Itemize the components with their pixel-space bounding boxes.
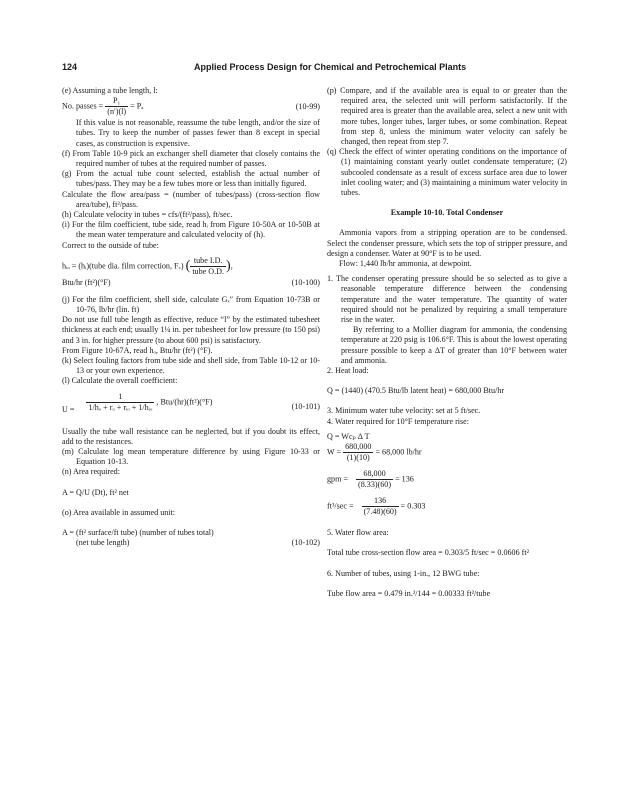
- equation-10-99: No. passes = $\frac{\text{P₁}}{(n')(l)}$ = Pₐ (10-99): [62, 96, 320, 117]
- step-h: (h) Calculate velocity in tubes = cfs/(ft²/pass), ft/sec.: [62, 210, 233, 220]
- right-column: [327, 86, 567, 599]
- heat-load-equation: Q = (1440) (470.5 Btu/lb latent heat) = 680,000 Btu/hr: [327, 386, 505, 396]
- step-k: (k) Select fouling factors from tube side and shell side, from Table 10-12 or 10-13 or your own experience.: [62, 356, 320, 376]
- example-intro: Ammonia vapors from a stripping operation are to be condensed. Select the condenser pressure, which sets the top of stripper pressure, and design a condenser. Water at 90°F is to be used.: [327, 228, 567, 258]
- cfs-equation: ft³/sec = $\frac{136}{(7.48)(60)}$ = 0.303: [327, 496, 426, 517]
- book-title: Applied Process Design for Chemical and Petrochemical Plants: [194, 62, 467, 72]
- step-1: 1. The condenser operating pressure should be so selected as to give a reasonable temperature difference between the condensing temperature and the water temperature. The quantity of water required should not be penalized by requiring a small temperature rise in the water.: [327, 274, 567, 325]
- gpm-equation: gpm = $\frac{68,000}{(8.33)(60)}$ = 136: [327, 469, 414, 490]
- step-j: (j) For the film coefficient, shell side, calculate Gₓ″ from Equation 10-73B or 10-76, lb/hr (lin. ft): [62, 294, 320, 315]
- equation-10-100: hᵢₒ = (hᵢ)(tube dia. film correction, Fᵥ) ( $\frac{\text{tube I.D.}}{\text{tube O.D.}}$ ),: [62, 255, 233, 277]
- wall-resistance-note: Usually the tube wall resistance can be neglected, but if you doubt its effect, add to the resistances.: [62, 426, 320, 446]
- step-m: (m) Calculate log mean temperature difference by using Figure 10-33 or Equation 10-13.: [62, 447, 320, 467]
- step-p: (p) Compare, and if the available area is equal to or greater than the required area, the selected unit will perform satisfactorily. If the required area is greater than the available area, select a new unit with more tubes, longer tubes, larger tubes, or some combination. Repeat from step 8, unless the minimum water velocity can safely be changed, then repeat from step 7.: [327, 86, 567, 147]
- running-header: [62, 62, 566, 76]
- figure-reference: From Figure 10-67A, read hₒ, Btu/hr (ft²) (°F).: [62, 345, 213, 355]
- flow-area-calc: Calculate the flow area/pass = (number of tubes/pass) (cross-section flow area/tube), ft²/pass.: [62, 189, 320, 209]
- step-6: 6. Number of tubes, using 1-in., 12 BWG tube:: [327, 568, 480, 578]
- step-e-continued: If this value is not reasonable, reassume the tube length, and/or the size of tubes. Try to keep the number of passes fewer than 8 except in special cases, as construction is expensive.: [76, 118, 320, 148]
- step-5: 5. Water flow area:: [327, 528, 389, 538]
- example-title: Example 10-10. Total Condenser: [390, 208, 504, 218]
- correct-note: Correct to the outside of tube:: [62, 240, 159, 250]
- water-rate-equation: W = $\frac{680,000}{(1)(10)}$ = 68,000 lb/hr: [327, 442, 422, 463]
- equation-10-102: A = (ft² surface/ft tube) (number of tubes total): [62, 528, 214, 538]
- step-4: 4. Water required for 10°F temperature rise:: [327, 416, 469, 426]
- step-3: 3. Minimum water tube velocity: set at 5 ft/sec.: [327, 406, 481, 416]
- heat-balance-equation: Q = Wcₚ Δ T: [327, 431, 370, 441]
- equation-10-101: U = $\frac{1}{\text{1/hₒ + rₒ + rᵢₒ + 1/hᵢₒ}}$ , Btu/(hr)(ft²)(°F) (10-101): [62, 391, 320, 415]
- tube-flow-area-equation: Tube flow area = 0.479 in.²/144 = 0.00333 ft²/tube: [327, 588, 491, 598]
- left-column: (e) Assuming a tube length, l: No. passes = $\frac{\text{P₁}}{(n')(l)}$ = Pₐ (10-99) If this value is not reasonable, reassume the tube length, and/or the size of tubes. Try to keep the number of passes fewer than 8 except in special cases, as construction is expensive. (f) From Table 10-9 pick an exchanger shell diameter that closely contains the required number of tubes at the required number of passes. (g) From the actual tube count selected, establish the actual number of tubes/pass. They may be a few tubes more or less than initially figured. Calculate the flow area/pass = (number of tubes/pass) (cross-section flow area/tube), ft²/pass. (h) Calculate velocity in tubes = cfs/(ft²/pass), ft/sec. (i) For the film coefficient, tube side, read hᵢ from Figure 10-50A or 10-50B at the mean water temperature and calculated velocity of (h). Correct to the outside of tube: hᵢₒ = (hᵢ)(tube dia. film correction, Fᵥ) ( $\frac{\text{tube I.D.}}{\text{tube O.D.}}$ ), Btu/hr (ft²)(°F) (10-100) (j) For the film coefficient, shell side, calculate Gₓ″ from Equation 10-73B or 10-76, lb/hr (lin. ft) Do not use full tube length as effective, reduce “l” by the estimated tubesheet thickness at each end; usually 1¼ in. per tubesheet for low pressure (to 150 psi) and 3 in. for higher pressure (to about 600 psi) is satisfactory. From Figure 10-67A, read hₒ, Btu/hr (ft²) (°F). (k) Select fouling factors from tube side and shell side, from Table 10-12 or 10-13 or your own experience. (l) Calculate the overall coefficient: U = $\frac{1}{\text{1/hₒ + rₒ + rᵢₒ + 1/hᵢₒ}}$ , Btu/(hr)(ft²)(°F) (10-101) Usually the tube wall resistance can be neglected, but if you doubt its effect, add to the resistances. (m) Calculate log mean temperature difference by using Figure 10-33 or Equation 10-13. (n) Area required: A = Q/U (Dt), ft² net (o) Area available in assumed unit: A = (ft² surface/ft tube) (number of tubes total) (net tube length) (10-102): [62, 86, 320, 548]
- page-number: 124: [62, 62, 78, 72]
- equation-area-required: A = Q/U (Dt), ft² net: [62, 487, 129, 497]
- step-i: (i) For the film coefficient, tube side, read hᵢ from Figure 10-50A or 10-50B at the mean water temperature and calculated velocity of (h).: [62, 220, 320, 240]
- step-q: (q) Check the effect of winter operating conditions on the importance of (1) maintaining constant yearly outlet condensate temperature; (2) subcooled condensate as a result of excess surface area due to lower inlet cooling water; and (3) maintaining a minimum water velocity in tubes.: [327, 147, 567, 198]
- step-1-mollier: By referring to a Mollier diagram for ammonia, the condensing temperature at 220 psig is 106.6°F. This is about the lowest operating pressure possible to keep a ΔT of greater than 10°F between water and ammonia.: [341, 325, 567, 365]
- step-g: (g) From the actual tube count selected, establish the actual number of tubes/pass. They may be a few tubes more or less than initially figured.: [62, 169, 320, 189]
- step-2: 2. Heat load:: [327, 366, 369, 376]
- step-f: (f) From Table 10-9 pick an exchanger shell diameter that closely contains the required number of tubes at the required number of passes.: [62, 148, 320, 169]
- step-e: (e) Assuming a tube length, l:: [62, 86, 158, 95]
- step-n: (n) Area required:: [62, 467, 120, 477]
- step-o: (o) Area available in assumed unit:: [62, 507, 176, 517]
- equation-10-100-units: Btu/hr (ft²)(°F) (10-100): [62, 277, 320, 287]
- step-l: (l) Calculate the overall coefficient:: [62, 376, 178, 386]
- flow-statement: Flow: 1,440 lb/hr ammonia, at dewpoint.: [339, 259, 472, 269]
- tube-length-note: Do not use full tube length as effective, reduce “l” by the estimated tubesheet thickness at each end; usually 1¼ in. per tubesheet for low pressure (to 150 psi) and 3 in. for higher pressure (to about 600 psi) is satisfactory.: [62, 315, 320, 345]
- equation-number: (10-99): [295, 102, 320, 112]
- total-flow-area-equation: Total tube cross-section flow area = 0.303/5 ft/sec = 0.0606 ft²: [327, 548, 530, 558]
